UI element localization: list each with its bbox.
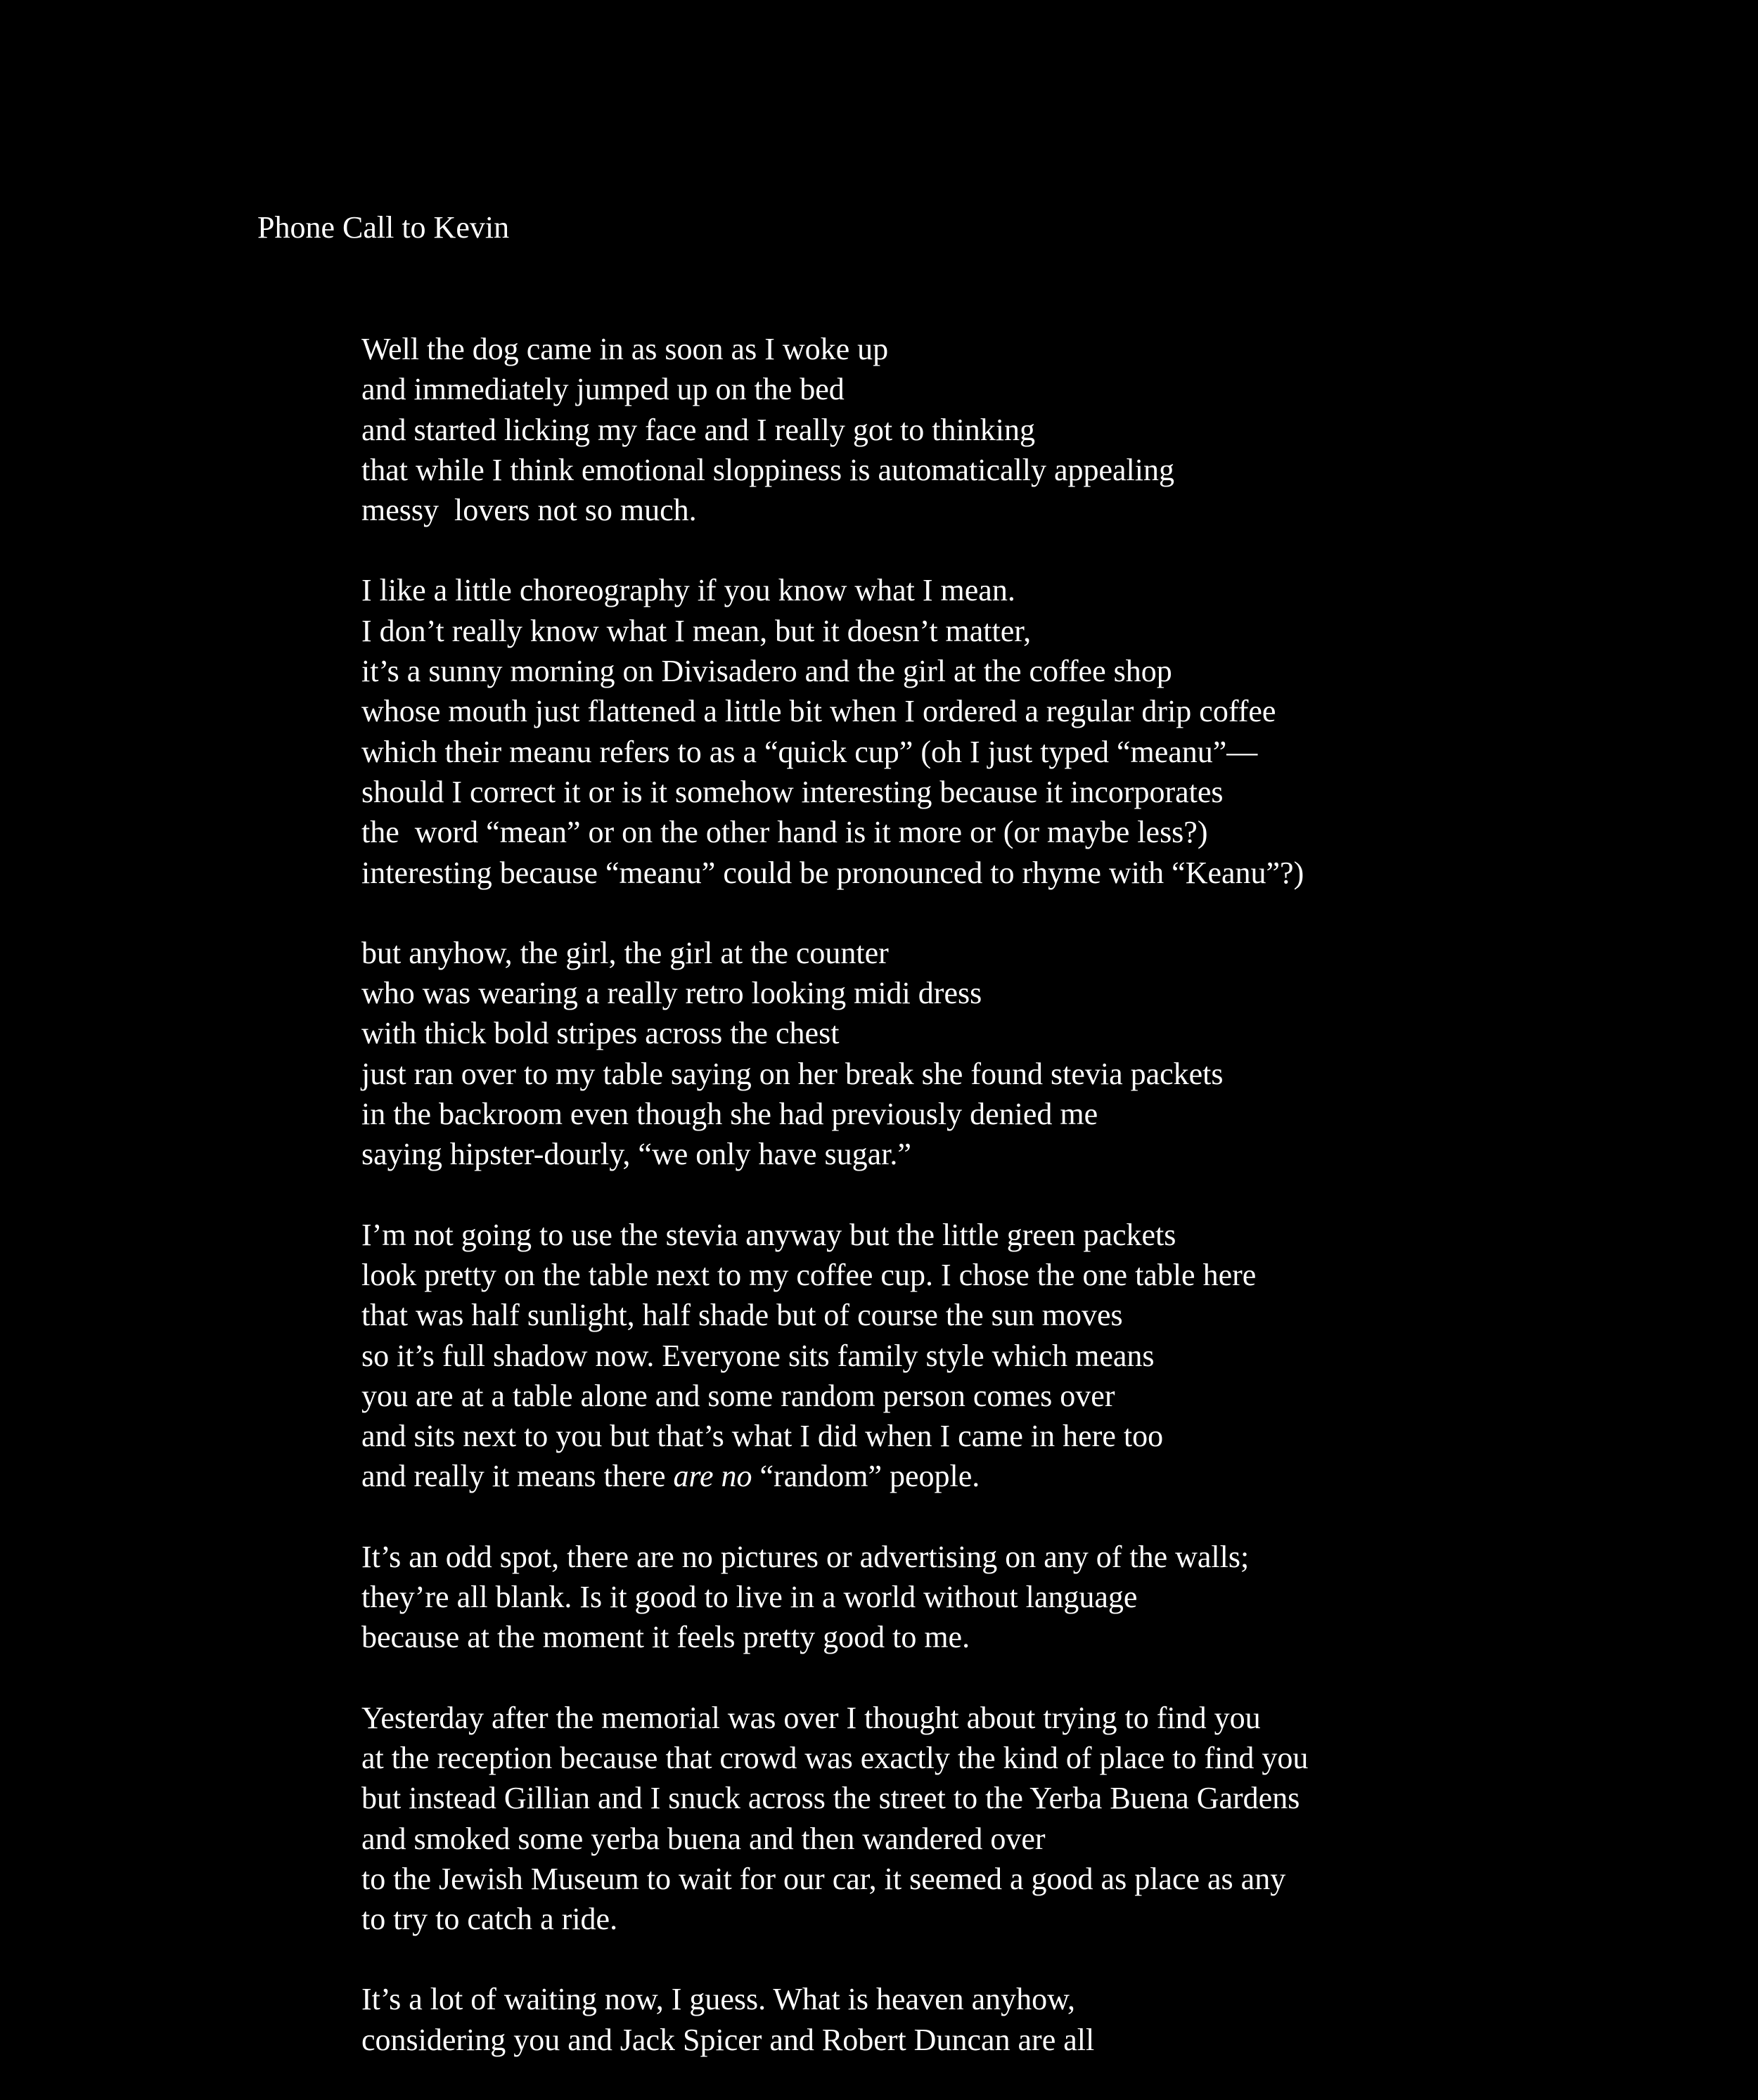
poem-line: that while I think emotional sloppiness is automatically appealing [361,452,1174,487]
stanza-7 [361,1979,1740,2060]
poem-line: just ran over to my table saying on her break she found stevia packets [361,1056,1224,1091]
poem-line: look pretty on the table next to my coffee cup. I chose the one table here [361,1257,1257,1292]
poem-line: they’re all blank. Is it good to live in a world without language [361,1580,1138,1615]
poem-line: interesting because “meanu” could be pronounced to rhyme with “Keanu”?) [361,855,1304,890]
poem-line-start: and really it means there [361,1459,674,1494]
poem-line: messy lovers not so much. [361,493,697,528]
poem-line: that was half sunlight, half shade but of course the sun moves [361,1298,1123,1333]
poem-line: who was wearing a really retro looking midi dress [361,976,982,1011]
poem-line: the word “mean” or on the other hand is it more or (or maybe less?) [361,815,1208,850]
poem-line: with thick bold stripes across the chest [361,1016,840,1051]
poem-line: to try to catch a ride. [361,1902,618,1937]
poem-line: which their meanu refers to as a “quick cup” (oh I just typed “meanu”— [361,734,1258,769]
poem-body [361,329,1740,2100]
poem-line: should I correct it or is it somehow interesting because it incorporates [361,774,1224,809]
poem-line: It’s an odd spot, there are no pictures or advertising on any of the walls; [361,1539,1250,1574]
poem-line: saying hipster-dourly, “we only have sugar.” [361,1137,911,1172]
poem-line: you are at a table alone and some random person comes over [361,1378,1115,1413]
poem-line: Yesterday after the memorial was over I thought about trying to find you [361,1700,1261,1735]
poem-line: I don’t really know what I mean, but it doesn’t matter, [361,613,1032,648]
poem-line: but anyhow, the girl, the girl at the counter [361,935,889,970]
poem-line: so it’s full shadow now. Everyone sits family style which means [361,1338,1155,1373]
poem-title: Phone Call to Kevin [257,210,510,245]
poem-line-with-emphasis [361,1456,1740,1496]
stanza-2 [361,570,1740,892]
poem-line: and started licking my face and I really got to thinking [361,412,1035,447]
stanza-1 [361,329,1740,530]
poem-line: in the backroom even though she had previously denied me [361,1097,1098,1132]
poem-line: I’m not going to use the stevia anyway but the little green packets [361,1217,1176,1252]
poem-line: but instead Gillian and I snuck across the street to the Yerba Buena Gardens [361,1781,1300,1816]
poem-line: it’s a sunny morning on Divisadero and the girl at the coffee shop [361,654,1172,689]
stanza-3 [361,933,1740,1175]
poem-line: to the Jewish Museum to wait for our car, it seemed a good as place as any [361,1861,1286,1896]
poem-line: and sits next to you but that’s what I did when I came in here too [361,1419,1164,1454]
poem-line: Well the dog came in as soon as I woke up [361,332,889,366]
stanza-5 [361,1537,1740,1658]
stanza-6 [361,1698,1740,1940]
poem-line: and smoked some yerba buena and then wandered over [361,1821,1046,1856]
poem-line: because at the moment it feels pretty good to me. [361,1620,970,1655]
poem-line: considering you and Jack Spicer and Robert Duncan are all [361,2022,1095,2057]
poem-line: and immediately jumped up on the bed [361,372,845,407]
poem-line: I like a little choreography if you know what I mean. [361,573,1015,608]
poem-line-end: “random” people. [752,1459,980,1494]
poem-line: whose mouth just flattened a little bit when I ordered a regular drip coffee [361,694,1276,729]
emphasized-text: are no [673,1459,752,1494]
poem-line: at the reception because that crowd was exactly the kind of place to find you [361,1740,1309,1775]
stanza-4 [361,1215,1740,1497]
poem-line: It’s a lot of waiting now, I guess. What is heaven anyhow, [361,1982,1076,2017]
